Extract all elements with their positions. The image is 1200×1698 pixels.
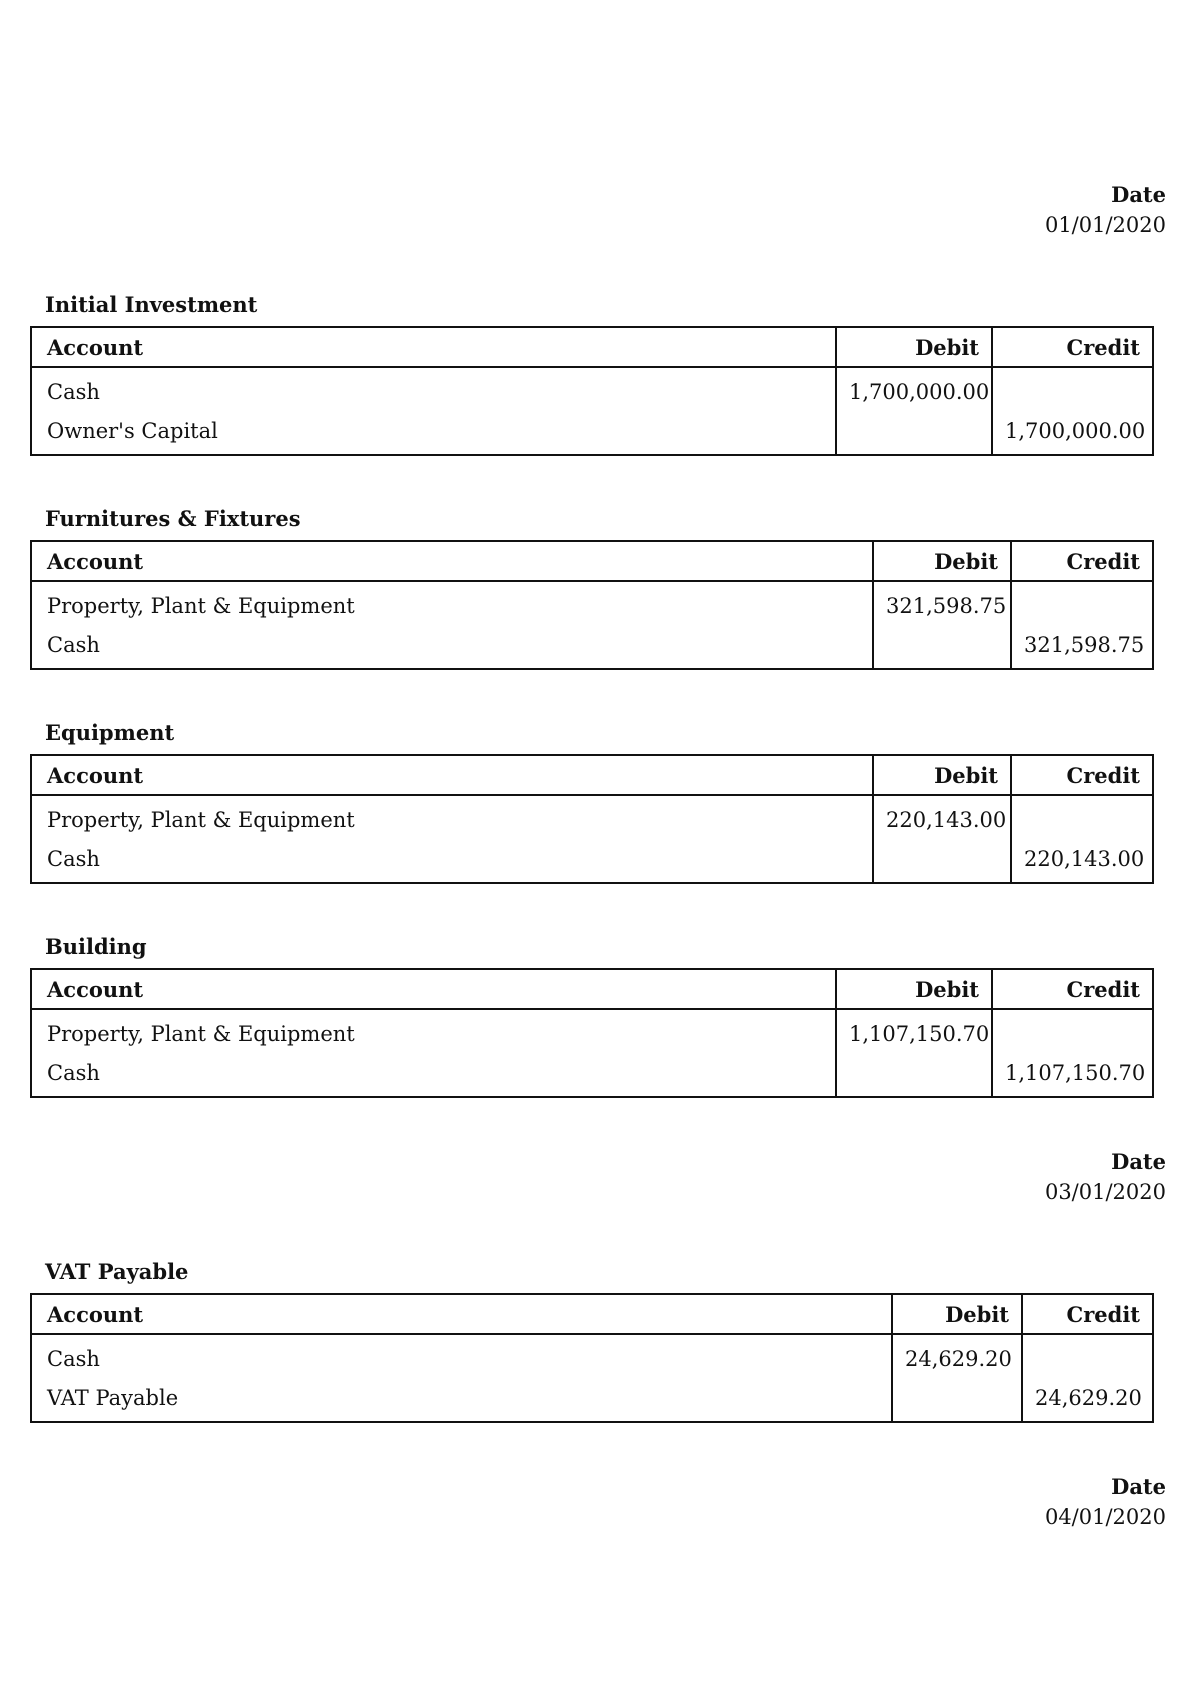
- table-row: [31, 625, 1153, 669]
- account-cell: Owner's Capital: [47, 418, 218, 443]
- account-cell: Property, Plant & Equipment: [47, 1021, 355, 1046]
- table-row: [31, 581, 1153, 625]
- table-row: [31, 367, 1153, 411]
- entry-table: [30, 326, 1154, 456]
- credit-header: Credit: [992, 969, 1153, 1009]
- credit-header: Credit: [1011, 541, 1153, 581]
- table-row: [31, 411, 1153, 455]
- table-header: [31, 969, 1153, 1009]
- account-cell: Cash: [47, 632, 100, 657]
- debit-cell: [873, 625, 1011, 669]
- table-header: [31, 1294, 1153, 1334]
- account-cell: Cash: [47, 379, 100, 404]
- account-header: Account: [31, 969, 836, 1009]
- credit-cell: [1022, 1334, 1153, 1378]
- date-value: 03/01/2020: [1044, 1180, 1166, 1204]
- table-header: [31, 327, 1153, 367]
- entry-table: [30, 968, 1154, 1098]
- entry-table: [30, 540, 1154, 670]
- debit-header: Debit: [836, 327, 992, 367]
- credit-cell: [992, 367, 1153, 411]
- entry-title: VAT Payable: [45, 1259, 189, 1284]
- table-header: [31, 755, 1153, 795]
- debit-cell: [836, 1053, 992, 1097]
- debit-cell: [836, 411, 992, 455]
- account-cell: Property, Plant & Equipment: [47, 807, 355, 832]
- debit-header: Debit: [873, 755, 1011, 795]
- date-value: 04/01/2020: [1044, 1505, 1166, 1529]
- date-block: [1045, 1146, 1166, 1208]
- table-row: [31, 1009, 1153, 1053]
- credit-cell: [1011, 581, 1153, 625]
- date-block: [1045, 1471, 1166, 1533]
- date-value: 01/01/2020: [1044, 213, 1166, 237]
- entry-title: Equipment: [45, 720, 175, 745]
- debit-cell: 1,107,150.70: [836, 1009, 992, 1053]
- entry-table: [30, 1293, 1154, 1423]
- entry-title: Building: [45, 934, 147, 959]
- table-row: [31, 839, 1153, 883]
- entry-title: Initial Investment: [45, 292, 258, 317]
- account-header: Account: [31, 755, 873, 795]
- credit-cell: 24,629.20: [1022, 1378, 1153, 1422]
- account-header: Account: [31, 1294, 892, 1334]
- credit-cell: [992, 1009, 1153, 1053]
- debit-cell: 1,700,000.00: [836, 367, 992, 411]
- table-row: [31, 1378, 1153, 1422]
- account-cell: Cash: [47, 846, 100, 871]
- date-label: Date: [1111, 1149, 1166, 1174]
- debit-cell: [873, 839, 1011, 883]
- credit-header: Credit: [1011, 755, 1153, 795]
- account-header: Account: [31, 541, 873, 581]
- credit-cell: 220,143.00: [1011, 839, 1153, 883]
- credit-cell: 321,598.75: [1011, 625, 1153, 669]
- debit-header: Debit: [873, 541, 1011, 581]
- entry-title: Furnitures & Fixtures: [45, 506, 301, 531]
- date-block: [1045, 179, 1166, 241]
- debit-header: Debit: [836, 969, 992, 1009]
- credit-cell: 1,107,150.70: [992, 1053, 1153, 1097]
- journal-entry: [30, 1259, 1152, 1423]
- date-label: Date: [1111, 1474, 1166, 1499]
- debit-cell: 321,598.75: [873, 581, 1011, 625]
- debit-cell: [892, 1378, 1022, 1422]
- entry-table: [30, 754, 1154, 884]
- table-row: [31, 1053, 1153, 1097]
- journal-entry: [30, 292, 1152, 456]
- debit-cell: 24,629.20: [892, 1334, 1022, 1378]
- account-header: Account: [31, 327, 836, 367]
- account-cell: VAT Payable: [47, 1385, 179, 1410]
- account-cell: Cash: [47, 1060, 100, 1085]
- debit-cell: 220,143.00: [873, 795, 1011, 839]
- journal-entry: [30, 720, 1152, 884]
- credit-header: Credit: [1022, 1294, 1153, 1334]
- account-cell: Cash: [47, 1346, 100, 1371]
- account-cell: Property, Plant & Equipment: [47, 593, 355, 618]
- journal-entry: [30, 934, 1152, 1098]
- table-row: [31, 795, 1153, 839]
- credit-cell: [1011, 795, 1153, 839]
- credit-header: Credit: [992, 327, 1153, 367]
- credit-cell: 1,700,000.00: [992, 411, 1153, 455]
- table-row: [31, 1334, 1153, 1378]
- date-label: Date: [1111, 182, 1166, 207]
- table-header: [31, 541, 1153, 581]
- debit-header: Debit: [892, 1294, 1022, 1334]
- journal-entry: [30, 506, 1152, 670]
